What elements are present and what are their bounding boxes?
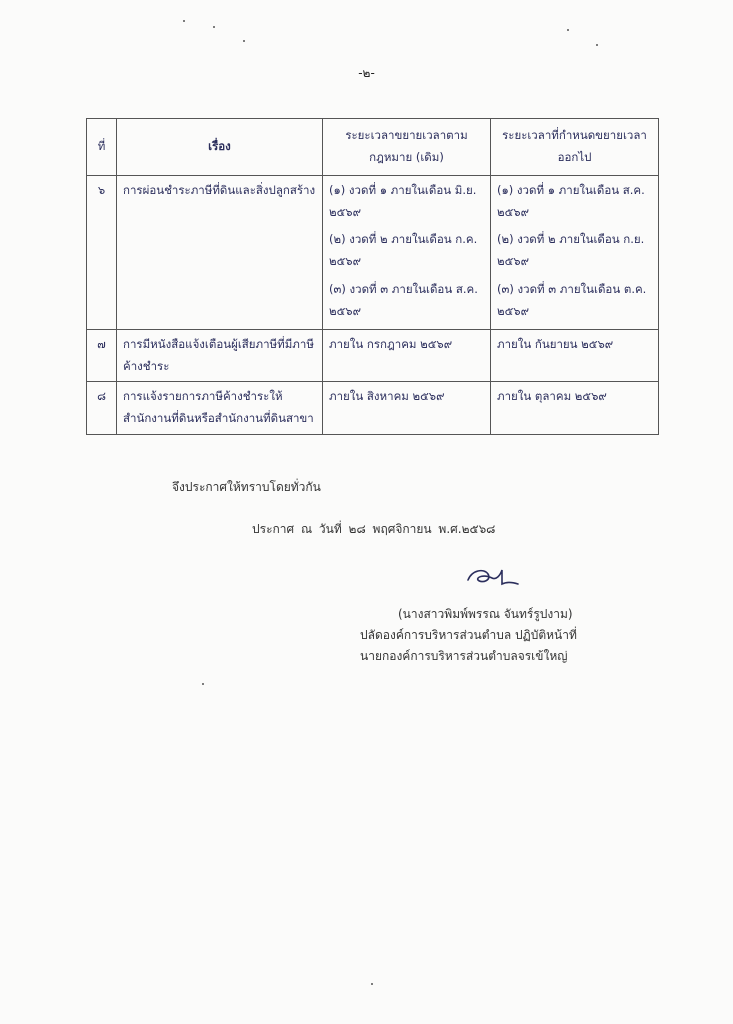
signatory-title: นายกองค์การบริหารส่วนตำบลจรเข้ใหญ่ (360, 649, 568, 663)
scan-speck (183, 20, 185, 22)
row-extended-period (491, 175, 659, 329)
header-extended-period (491, 119, 659, 176)
installment-text: (๒) งวดที่ ๒ ภายในเดือน ก.ย. (497, 232, 645, 247)
scan-speck (567, 29, 569, 31)
row-original-period (323, 329, 491, 382)
installment-text: (๓) งวดที่ ๓ ภายในเดือน ต.ค. (497, 282, 647, 297)
subject-line: การมีหนังสือแจ้งเตือนผู้เสียภาษีที่มีภาษี (123, 336, 314, 351)
installment-year: ๒๕๖๙ (329, 303, 362, 318)
row-number: ๘ (87, 382, 117, 435)
installment-item (329, 180, 484, 224)
row-number: ๗ (87, 329, 117, 382)
row-subject (117, 175, 323, 329)
deadline-text: ภายใน สิงหาคม ๒๕๖๙ (329, 389, 445, 404)
installment-text: (๑) งวดที่ ๑ ภายในเดือน มิ.ย. (329, 182, 477, 197)
header-original-period (323, 119, 491, 176)
row-extended-period (491, 382, 659, 435)
signature-image (462, 562, 522, 592)
signatory-name: (นางสาวพิมพ์พรรณ จันทร์รูปงาม) (398, 607, 573, 621)
subject-line: การผ่อนชำระภาษีที่ดินและสิ่งปลูกสร้าง (123, 182, 316, 197)
installment-item (497, 180, 652, 224)
row-original-period (323, 382, 491, 435)
signature-block (360, 604, 660, 667)
installment-item (497, 279, 652, 323)
installment-text: (๒) งวดที่ ๒ ภายในเดือน ก.ค. (329, 232, 478, 247)
row-subject (117, 329, 323, 382)
table-row (87, 329, 659, 382)
header-extended-period-line: ระยะเวลาที่กำหนดขยายเวลา (502, 128, 647, 142)
row-subject (117, 382, 323, 435)
installment-year: ๒๕๖๙ (497, 303, 530, 318)
subject-line: การแจ้งรายการภาษีค้างชำระให้ (123, 389, 283, 404)
installment-item (329, 229, 484, 273)
row-number: ๖ (87, 175, 117, 329)
installment-item (329, 279, 484, 323)
deadline-text: ภายใน ตุลาคม ๒๕๖๙ (497, 389, 607, 404)
installment-year: ๒๕๖๙ (329, 254, 362, 269)
table-header-row (87, 119, 659, 176)
table-row (87, 175, 659, 329)
scan-speck (596, 44, 598, 46)
installment-year: ๒๕๖๙ (497, 254, 530, 269)
scan-speck (243, 40, 245, 42)
subject-line: ค้างชำระ (123, 358, 170, 373)
row-original-period (323, 175, 491, 329)
extension-table (86, 118, 659, 435)
scan-speck (371, 983, 373, 985)
header-no: ที่ (87, 119, 117, 176)
table-row (87, 382, 659, 435)
installment-year: ๒๕๖๙ (497, 204, 530, 219)
installment-text: (๑) งวดที่ ๑ ภายในเดือน ส.ค. (497, 182, 645, 197)
signatory-position: ปลัดองค์การบริหารส่วนตำบล ปฏิบัติหน้าที่ (360, 628, 577, 642)
deadline-text: ภายใน กันยายน ๒๕๖๙ (497, 336, 614, 351)
page-number: -๒- (358, 66, 375, 80)
header-subject: เรื่อง (117, 119, 323, 176)
installment-text: (๓) งวดที่ ๓ ภายในเดือน ส.ค. (329, 282, 478, 297)
subject-line: สำนักงานที่ดินหรือสำนักงานที่ดินสาขา (123, 411, 314, 426)
row-extended-period (491, 329, 659, 382)
installment-year: ๒๕๖๙ (329, 204, 362, 219)
header-original-period-line: กฎหมาย (เดิม) (369, 149, 444, 164)
announcement-date: ประกาศ ณ วันที่ ๒๘ พฤศจิกายน พ.ศ.๒๕๖๘ (252, 522, 496, 536)
installment-item (497, 229, 652, 273)
announcement-text: จึงประกาศให้ทราบโดยทั่วกัน (172, 480, 321, 494)
header-extended-period-line: ออกไป (557, 149, 592, 164)
scan-speck (213, 26, 215, 28)
scan-speck (202, 683, 204, 685)
header-original-period-line: ระยะเวลาขยายเวลาตาม (345, 128, 468, 142)
deadline-text: ภายใน กรกฎาคม ๒๕๖๙ (329, 336, 453, 351)
